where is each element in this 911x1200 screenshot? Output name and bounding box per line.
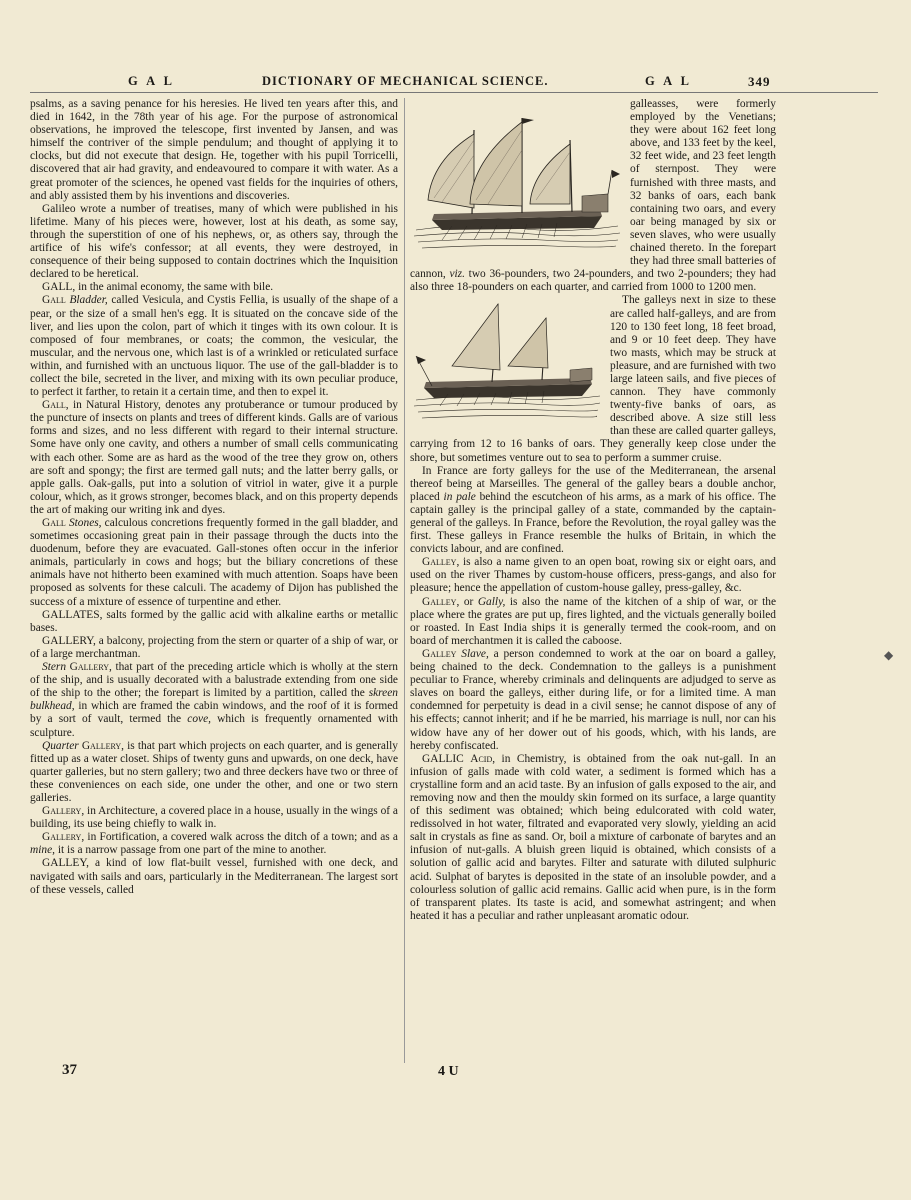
right-column: [410, 98, 776, 923]
entry-term: Quarter: [42, 739, 79, 752]
entry-text: a person condemned to work at the oar on board a galley, being chained to the deck. Condemnation to the galleys is a punishment peculiar to France, whereby criminals and delinquents are adjudged to serve as slaves on board the galleys, either during life, or for a limited time. A man condemned for perpetuity is dead in a civil sense; he cannot dispose of any of his effects; cannot inherit; and if he be married, his marriage is null, nor can his widow have any of her dower out of his goods, which, with his lands, are hereby confiscated.: [410, 647, 776, 752]
paragraph-france-galleys: [410, 465, 776, 557]
entry-text: behind the escutcheon of his arms, as a mark of his office. The captain galley is the principal galley of a state, commanded by the captain-general of the galleys. In France, before the Revolution, the royal galley was the first. These galleys in France resemble the hulks of Britain, in which the convicts labour, and are confined.: [410, 490, 776, 556]
paragraph-gallates: GALLATES, salts formed by the gallic acid with alkaline earths or metallic bases.: [30, 608, 398, 634]
paragraph-galley: GALLEY, a kind of low flat-built vessel, furnished with one deck, and navigated with sails and oars, particularly in the Mediterranean. The largest sort of these vessels, called: [30, 857, 398, 896]
paragraph-galileo-treatises: Galileo wrote a number of treatises, many of which were published in his lifetime. Many of his pieces were, however, lost at his death, as some say, through the superstition of one of his nephews, or, as others say, through the artifice of his wife's confessor; at all events, they were destroyed, in consequence of their being supposed to contain doctrines which the Inquisition declared to be heretical.: [30, 202, 398, 281]
entry-head: Acid,: [470, 752, 496, 765]
paragraph-gall: GALL, in the animal economy, the same with bile.: [42, 281, 274, 294]
paragraph-gallic-acid: [410, 753, 776, 923]
entry-term: viz.: [449, 268, 465, 281]
left-column: [30, 98, 398, 897]
entry-head: Gallery,: [69, 661, 112, 674]
entry-text: in which are framed the cabin windows, and the roof of it is formed by a sort of vault, termed the: [30, 700, 398, 726]
entry-head: Galley,: [422, 595, 460, 608]
entry-text: in Architecture, a covered place in a house, usually in the wings of a building, its use being chiefly to walk in.: [30, 805, 398, 831]
entry-head: GALLIC: [422, 752, 464, 765]
entry-head: Galley,: [422, 556, 460, 569]
entry-head: Gall: [42, 517, 66, 529]
entry-head: Gallery,: [42, 831, 85, 844]
entry-text: that part of the preceding article which is wholly at the stern of the ship, and is usually decorated with a balustrade extending from one side of the ship to the other; the forepart is limited by a partition, called the: [30, 661, 398, 700]
entry-text: or: [459, 595, 478, 608]
entry-head: Gallery,: [42, 805, 85, 818]
entry-text: called Vesicula, and Cystis Fellia, is usually of the shape of a pear, or the size of a small hen's egg. It is situated on the concave side of the liver, and lies upon the colon, part of which it tinges with its own colour. It is composed of four membranes, or coats; the common, the vesicular, the muscular, and the nervous one, which last is of a wrinkled or reticulated surface within, and furnished with an unctuous liquor. The use of the gall-bladder is to collect the bile, secreted in the liver, and mixing with its own peculiar produce, to perfect it farther, to retain it a certain time, and then to expel it.: [30, 294, 398, 399]
running-head-right: G A L: [645, 74, 692, 88]
entry-term: skreen bulkhead,: [30, 687, 398, 713]
paragraph-stern-gallery: [30, 661, 398, 740]
paragraph-gallery: GALLERY, a balcony, projecting from the stern or quarter of a ship of war, or of a large merchantman.: [30, 634, 398, 660]
entry-text: in Chemistry, is obtained from the oak nut-gall. In an infusion of galls made with cold water, a sediment is formed which has a crystalline form and an acid taste. By an infusion of galls exposed to the air, and removing now and then the mouldy skin formed on its surface, a large quantity of this sediment was obtained; which being edulcorated with cold water, redissolved in hot water, filtrated and evaporated very slowly, yielding an acid salt in crystals as fine as sand. Or, boil a mixture of carbonate of barytes and an infusion of nut-galls. A bluish green liquid is obtained, which consists of a solution of gallic acid and barytes. Filter and saturate with diluted sulphuric acid. Sulphat of barytes is deposited in the state of an insoluble powder, and a colourless solution of gallic acid remains. Gallic acid when pure, is in the form of transparent plates. Its taste is acid, and somewhat astringent; and when heated it has a peculiar and rather unpleasant aromatic odour.: [410, 752, 776, 922]
entry-text: which is frequently ornamented with sculpture.: [30, 713, 399, 739]
signature-right: 4 U: [438, 1064, 459, 1079]
entry-head: Gallery,: [81, 739, 125, 752]
galleass-illustration: [412, 100, 622, 256]
entry-text: two 36-pounders, two 24-pounders, and two 2-pounders; they had also three 18-pounders on each quarter, and carried from 1000 to 1200 men.: [410, 268, 776, 294]
half-galley-illustration: [412, 296, 602, 424]
running-head-left: G A L: [128, 74, 175, 88]
paragraph-gallery-fortification: [30, 831, 398, 857]
entry-text: in Natural History, denotes any protuberance or tumour produced by the puncture of insects on plants and trees of different kinds. Galls are of various forms and sizes, and no less different with regard to their internal structure. Some have only one cavity, and others a number of small cells communicating with each other. Some are as hard as the wood of the tree they grow on, others are soft and spongy; the first are termed gall nuts; and the latter berry galls, or apple galls. Oak-galls, put into a solution of vitriol in water, give it a purple colour, which, as it grows stronger, becomes black, and on this property depends the art of making our writing ink and dyes.: [30, 399, 398, 516]
entry-term: cove,: [187, 713, 211, 726]
header-rule: [30, 92, 878, 93]
entry-text: In France are forty galleys for the use of the Mediterranean, the arsenal thereof being at Marseilles. The general of the galley bears a double anchor, placed: [410, 464, 776, 503]
entry-term: mine,: [30, 844, 55, 857]
paragraph-gallery-architecture: [30, 805, 398, 831]
entry-text: is also the name of the kitchen of a ship of war, or the place where the grates are put up, fires lighted, and the victuals generally boiled or roasted. In East India ships it is generally termed the cook-room, and on board of merchantmen it is called the caboose.: [410, 595, 776, 647]
signature-left: 37: [62, 1062, 77, 1078]
entry-term: Stern: [42, 661, 67, 674]
entry-head: Gall: [42, 294, 66, 307]
entry-text: calculous concretions frequently formed in the gall bladder, and sometimes occasioning great pain in their passage through the ducts into the duodenum, before they are evacuated. Gall-stones often occur in the inferior animals, particularly in cows and hogs; but the biliary concretions of these animals have not hitherto been examined with much attention. Soaps have been proposed as solvents for these calculi. The academy of Dijon has published the success of a mixture of essence of turpentine and ether.: [30, 517, 398, 608]
paragraph-quarter-gallery: [30, 740, 398, 805]
entry-head: Galley: [422, 647, 457, 660]
paragraph-half-galleys: [410, 294, 776, 464]
margin-spot-icon: ◆: [884, 648, 894, 662]
entry-term: Stones,: [68, 517, 102, 529]
paragraph-galley-boat: [410, 556, 776, 595]
entry-text: is that part which projects on each quarter, and is generally fitted up as a water closet. Ships of twenty guns and upwards, on one deck, have quarter galleries, but no stern gallery; two and three deckers have two or three of these conveniences on each side, one under the other, and one or two stern galleries.: [30, 739, 398, 804]
entry-text: it is a narrow passage from one part of the mine to another.: [55, 844, 327, 857]
page-number: 349: [748, 74, 771, 89]
paragraph-galley-kitchen: [410, 596, 776, 648]
paragraph-galley-slave: [410, 648, 776, 753]
running-head-title: DICTIONARY OF MECHANICAL SCIENCE.: [262, 74, 549, 88]
entry-term: in pale: [443, 490, 476, 503]
paragraph-gall-stones: [30, 517, 398, 609]
entry-text: The galleys next in size to these are called half-galleys, and are from 120 to 130 feet long, 18 feet broad, and 9 or 10 feet deep. They have two masts, which may be struck at pleasure, and are furnished with two large lateen sails, and five pieces of cannon. They have commonly twenty-five banks of oars, as described above. A size still less than these are called quarter galleys, carrying from 12 to 16 banks of oars. They generally keep close under the shore, but sometimes venture out to sea to perform a summer cruise.: [410, 294, 776, 464]
paragraph-galileo-continued: psalms, as a saving penance for his heresies. He lived ten years after this, and died in 1642, in the 78th year of his age. For the purpose of astronomical observations, he improved the telescope, first invented by Jansen, and was himself the contriver of the simple pendulum; and thought of applying it to clocks, but did not execute that design. He, together with his pupil Torricelli, discovered that air had gravity, and endeavoured to compare it with water. As a great promoter of the sciences, he opened vast fields for the inquiries of others, and ably assisted them by his inventions and discoveries.: [30, 98, 398, 202]
entry-text: is also a name given to an open boat, rowing six or eight oars, and used on the river Thames by custom-house officers, press-gangs, and also for pleasure; hence the appellation of custom-house galley, press-galley, &c.: [410, 556, 776, 595]
column-separator: [404, 98, 405, 1063]
entry-term: Slave,: [461, 647, 489, 660]
paragraph-gall-natural-history: [30, 399, 398, 517]
entry-term: Gally,: [477, 595, 506, 608]
entry-term: Bladder,: [69, 294, 108, 307]
entry-text: galleasses, were formerly employed by the Venetians; they were about 162 feet long above, and 133 feet by the keel, 32 feet wide, and 23 feet length of sternpost. They were furnished with three masts, and 32 banks of oars, each bank containing two oars, and every oar being managed by six or seven slaves, who were usually chained thereto. In the forepart they had three small batteries of cannon,: [410, 98, 776, 281]
paragraph-gall-bladder: [30, 294, 398, 399]
paragraph-galleasses: [410, 98, 776, 294]
entry-text: in Fortification, a covered walk across the ditch of a town; and as a: [84, 831, 398, 844]
entry-head: Gall,: [42, 399, 69, 412]
